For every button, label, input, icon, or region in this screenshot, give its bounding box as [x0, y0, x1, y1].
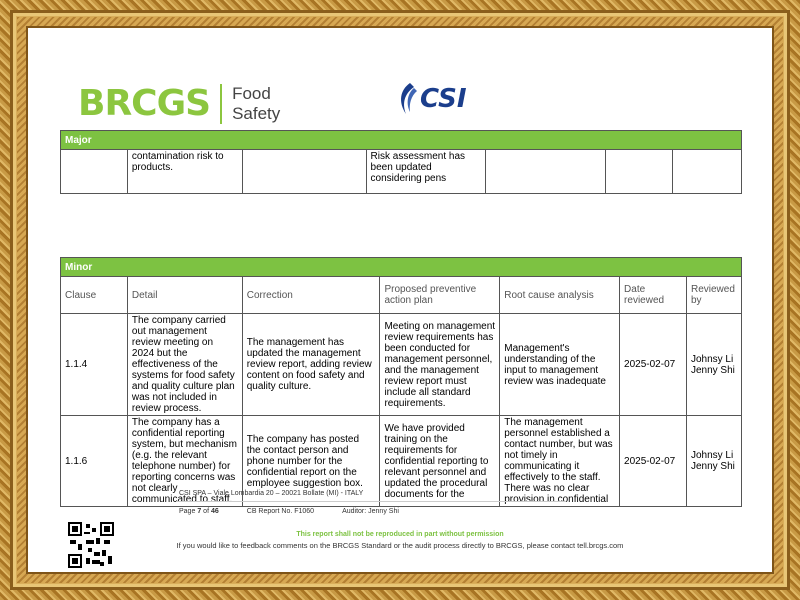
page-indicator: Page 7 of 46 — [179, 508, 219, 515]
report-page — [28, 28, 772, 572]
major-findings-table — [60, 130, 742, 194]
col-header-reviewed: Reviewed by — [686, 277, 741, 314]
preventive-cell: We have provided training on the requirements for confidential reporting to relevant personnel and updated the procedural documents for the — [380, 416, 500, 507]
brcgs-subtitle — [232, 84, 280, 124]
major-date-cell — [606, 150, 673, 194]
cb-report-number: CB Report No. F1060 — [246, 508, 315, 515]
detail-cell: The company has a confidential reporting system, but mechanism (e.g. the relevant telephone number) for reporting concerns was not clearly communicated to staff. — [127, 416, 242, 507]
reproduction-disclaimer: This report shall not be reproduced in part without permission — [296, 531, 504, 538]
footer-meta — [176, 502, 566, 521]
brcgs-sub-line2: Safety — [232, 104, 281, 123]
preventive-cell: Meeting on management review requirements has been conducted for management personnel, and the management review report must include all standard requirements. — [380, 314, 500, 416]
major-root-cause-cell — [486, 150, 606, 194]
date-cell: 2025-02-07 — [620, 416, 687, 507]
col-header-clause: Clause — [61, 277, 128, 314]
col-header-root-cause: Root cause analysis — [500, 277, 620, 314]
feedback-note: If you would like to feedback comments on the BRCGS Standard or the audit process directly to BRCGS, please contact tell.brcgs.com — [176, 541, 624, 550]
csi-wordmark: CSI — [420, 84, 467, 114]
col-header-correction: Correction — [242, 277, 380, 314]
logo-divider — [220, 84, 222, 124]
root-cause-cell: Management's understanding of the input to management review was inadequate — [500, 314, 620, 416]
csi-swoosh-icon — [396, 82, 418, 116]
page-total: 46 — [210, 508, 219, 515]
auditor-name: Auditor: Jenny Shi — [342, 508, 399, 515]
footer-address: CSI SPA – Viale Lombardia 20 – 20021 Bollate (MI) - ITALY — [176, 486, 566, 502]
reviewed-by-cell — [686, 416, 741, 507]
date-cell: 2025-02-07 — [620, 314, 687, 416]
brcgs-logo — [78, 80, 280, 128]
minor-findings-table — [60, 257, 742, 507]
major-preventive-cell: Risk assessment has been updated considering pens — [366, 150, 486, 194]
clause-cell: 1.1.4 — [61, 314, 128, 416]
major-correction-cell — [242, 150, 366, 194]
detail-cell: The company carried out management review meeting on 2024 but the effectiveness of the systems for food safety and quality culture plan was not included in review process. — [127, 314, 242, 416]
page-footer — [176, 486, 566, 521]
table-row — [61, 314, 742, 416]
major-clause-cell — [61, 150, 128, 194]
root-cause-cell: The management personnel established a contact number, but was not timely in communicating it effectively to the staff. There was no clear provision in confidential — [500, 416, 620, 507]
col-header-detail: Detail — [127, 277, 242, 314]
reviewer-name: Johnsy Li — [690, 450, 734, 461]
major-section-header: Major — [61, 131, 742, 150]
reviewer-name: Johnsy Li — [690, 353, 734, 365]
col-header-date: Date reviewed — [620, 277, 687, 314]
correction-cell: The company has posted the contact person and phone number for the confidential report on the employee suggestion box. — [242, 416, 380, 507]
reviewer-name: Jenny Shi — [690, 364, 735, 376]
major-reviewed-cell — [673, 150, 742, 194]
brcgs-sub-line1: Food — [232, 84, 271, 103]
clause-cell: 1.1.6 — [61, 416, 128, 507]
reviewed-by-cell — [686, 314, 741, 416]
reviewer-name: Jenny Shi — [690, 461, 735, 472]
correction-cell: The management has updated the management review report, adding review content on food safety and quality culture. — [242, 314, 380, 416]
csi-logo — [396, 82, 467, 116]
col-header-preventive: Proposed preventive action plan — [380, 277, 500, 314]
brcgs-wordmark: BRCGS — [78, 83, 211, 124]
major-detail-cell: contamination risk to products. — [127, 150, 242, 194]
page-number: 7 — [197, 508, 202, 515]
minor-section-header: Minor — [61, 258, 742, 277]
